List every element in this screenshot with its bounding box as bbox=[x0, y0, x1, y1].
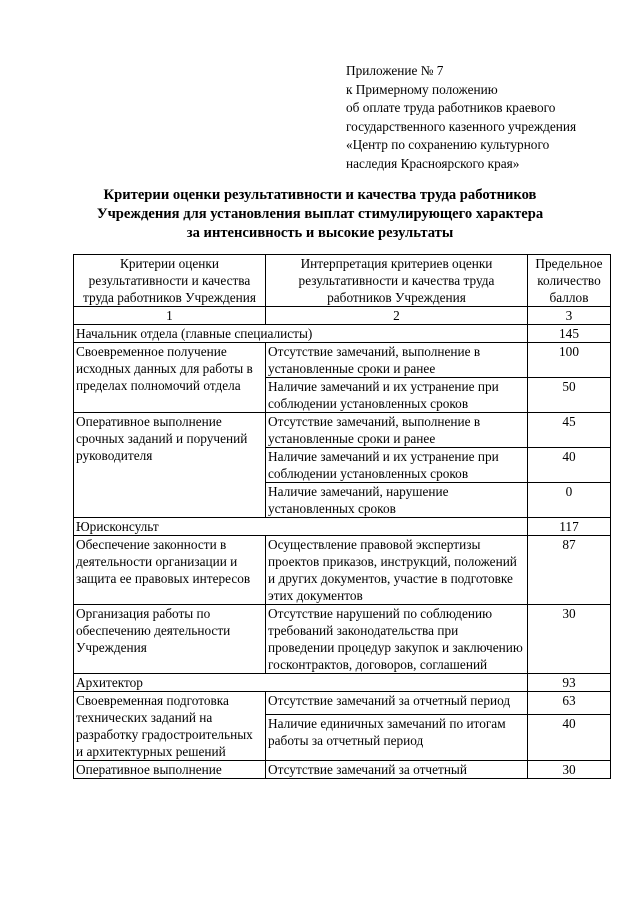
criterion-name: Оперативное выполнение срочных заданий и поручений руководителя bbox=[74, 413, 266, 518]
position-row bbox=[74, 674, 611, 692]
criterion-points: 100 bbox=[528, 343, 611, 378]
table-row bbox=[74, 761, 611, 779]
appendix-line: об оплате труда работников краевого bbox=[346, 100, 556, 116]
table-row bbox=[74, 692, 611, 715]
criterion-item: Отсутствие замечаний за отчетный период bbox=[266, 692, 528, 715]
criterion-name: Своевременная подготовка технических заданий на разработку градостроительных и архитектурных решений bbox=[74, 692, 266, 761]
col-number: 3 bbox=[528, 307, 611, 325]
appendix-line: Приложение № 7 bbox=[346, 63, 444, 78]
column-numbers-row bbox=[74, 307, 611, 325]
criterion-points: 0 bbox=[528, 483, 611, 518]
appendix-line: наследия Красноярского края» bbox=[346, 155, 520, 171]
header-interpretation: Интерпретация критериев оценки результативности и качества труда работников Учреждения bbox=[266, 255, 528, 307]
table-row bbox=[74, 605, 611, 674]
position-row bbox=[74, 518, 611, 536]
criterion-item: Отсутствие замечаний, выполнение в установленные сроки и ранее bbox=[266, 413, 528, 448]
appendix-line: «Центр по сохранению культурного bbox=[346, 137, 550, 153]
criterion-name: Организация работы по обеспечению деятельности Учреждения bbox=[74, 605, 266, 674]
appendix-line: к Примерному положению bbox=[346, 81, 498, 97]
position-name: Юрисконсульт bbox=[74, 518, 528, 536]
criterion-item: Отсутствие нарушений по соблюдению требований законодательства при проведении процедур закупок и заключению госконтрактов, договоров, соглашений bbox=[266, 605, 528, 674]
criterion-points: 40 bbox=[528, 715, 611, 761]
criterion-item: Наличие замечаний, нарушение установленных сроков bbox=[266, 483, 528, 518]
appendix-note bbox=[346, 62, 636, 174]
criteria-table bbox=[73, 254, 611, 779]
criterion-points: 40 bbox=[528, 448, 611, 483]
title-line: Учреждения для установления выплат стимулирующего характера bbox=[96, 206, 544, 222]
table-row bbox=[74, 413, 611, 448]
criterion-points: 30 bbox=[528, 761, 611, 779]
position-row bbox=[74, 325, 611, 343]
criterion-name: Своевременное получение исходных данных для работы в пределах полномочий отдела bbox=[74, 343, 266, 413]
criterion-points: 63 bbox=[528, 692, 611, 715]
criterion-item: Наличие замечаний и их устранение при соблюдении установленных сроков bbox=[266, 378, 528, 413]
position-total: 117 bbox=[528, 518, 611, 536]
header-points: Предельное количество баллов bbox=[528, 255, 611, 307]
title-line: за интенсивность и высокие результаты bbox=[186, 225, 454, 241]
title-line: Критерии оценки результативности и качества труда работников bbox=[103, 187, 537, 203]
col-number: 2 bbox=[266, 307, 528, 325]
criterion-points: 50 bbox=[528, 378, 611, 413]
position-total: 93 bbox=[528, 674, 611, 692]
criterion-points: 45 bbox=[528, 413, 611, 448]
criterion-item: Наличие единичных замечаний по итогам работы за отчетный период bbox=[266, 715, 528, 761]
document-title bbox=[60, 186, 580, 243]
criterion-name: Обеспечение законности в деятельности организации и защита ее правовых интересов bbox=[74, 536, 266, 605]
criterion-item: Осуществление правовой экспертизы проектов приказов, инструкций, положений и других документов, участие в подготовке этих документов bbox=[266, 536, 528, 605]
col-number: 1 bbox=[74, 307, 266, 325]
table-row bbox=[74, 343, 611, 378]
criterion-name: Оперативное выполнение bbox=[74, 761, 266, 779]
position-name: Начальник отдела (главные специалисты) bbox=[74, 325, 528, 343]
criterion-points: 87 bbox=[528, 536, 611, 605]
position-total: 145 bbox=[528, 325, 611, 343]
criterion-points: 30 bbox=[528, 605, 611, 674]
table-row bbox=[74, 536, 611, 605]
appendix-line: государственного казенного учреждения bbox=[346, 118, 577, 134]
criterion-item: Отсутствие замечаний за отчетный bbox=[266, 761, 528, 779]
table-header-row bbox=[74, 255, 611, 307]
header-criteria: Критерии оценки результативности и качества труда работников Учреждения bbox=[74, 255, 266, 307]
criterion-item: Отсутствие замечаний, выполнение в установленные сроки и ранее bbox=[266, 343, 528, 378]
position-name: Архитектор bbox=[74, 674, 528, 692]
criterion-item: Наличие замечаний и их устранение при соблюдении установленных сроков bbox=[266, 448, 528, 483]
